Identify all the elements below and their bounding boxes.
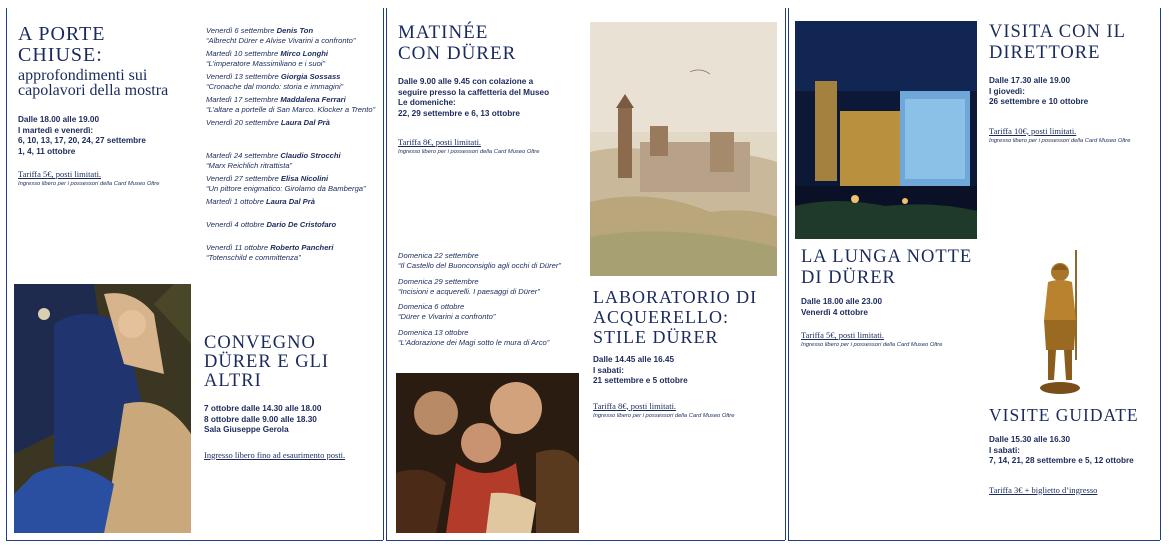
- sunday-list: [398, 251, 583, 353]
- sunday-item: Domenica 22 settembre “Il Castello del Buonconsiglio agli occhi di Dürer”: [398, 251, 561, 270]
- matinee-title-2: CON DÜRER: [398, 43, 517, 64]
- convegno-section: [204, 334, 382, 461]
- event-item: Martedì 10 settembre Mirco Longhi “L’imperatore Massimiliano e i suoi”: [206, 49, 328, 68]
- convegno-entry: Ingresso libero fino ad esaurimento posti.: [204, 449, 346, 460]
- direttore-dates: 26 settembre e 10 ottobre: [989, 97, 1089, 106]
- panel-border-right: [1160, 8, 1161, 540]
- frame-bottom-2: [386, 540, 785, 541]
- a-porte-chiuse-dates-oct: 1, 4, 11 ottobre: [18, 146, 76, 156]
- laboratorio-title: LABORATORIO DI: [593, 287, 758, 307]
- lunga-notte-date: Venerdì 4 ottobre: [801, 307, 868, 317]
- laboratorio-title-3: STILE DÜRER: [593, 327, 719, 347]
- direttore-title-2: DIRETTORE: [989, 43, 1101, 63]
- laboratorio-time: Dalle 14.45 alle 16.45: [593, 355, 675, 364]
- event-item: Venerdì 6 settembre Denis Ton “Albrecht Dürer e Alvise Vivarini a confronto”: [206, 26, 356, 45]
- panel-border-left: [6, 8, 7, 540]
- matinee-time: Dalle 9.00 alle 9.45 con colazione a: [398, 77, 534, 86]
- madonna-painting-image: [14, 284, 191, 533]
- a-porte-chiuse-days: I martedì e venerdì:: [18, 125, 94, 135]
- convegno-venue: Sala Giuseppe Gerola: [204, 425, 289, 434]
- knight-statue-image: [1030, 250, 1090, 398]
- a-porte-chiuse-time: Dalle 18.00 alle 19.00: [18, 115, 100, 124]
- lunga-notte-price: Tariffa 5€, posti limitati.: [801, 330, 885, 340]
- direttore-time: Dalle 17.30 alle 19.00: [989, 76, 1071, 85]
- event-item: Venerdì 20 settembre Laura Dal Prà: [206, 118, 330, 127]
- laboratorio-title-2: ACQUERELLO:: [593, 307, 729, 327]
- event-item: Martedì 24 settembre Claudio Strocchi “Marx Reichlich ritrattista”: [206, 151, 341, 170]
- laboratorio-dates: 21 settembre e 5 ottobre: [593, 376, 688, 385]
- a-porte-chiuse-dates-sept: 6, 10, 13, 17, 20, 24, 27 settembre: [18, 136, 146, 145]
- a-porte-chiuse-section: [18, 24, 188, 188]
- laboratorio-days: I sabati:: [593, 365, 624, 375]
- event-list: [206, 26, 381, 266]
- event-item: Venerdì 11 ottobre Roberto Pancheri “Totenschild e committenza”: [206, 243, 334, 262]
- sunday-item: Domenica 29 settembre “Incisioni e acquerelli. I paesaggi di Dürer”: [398, 276, 540, 296]
- direttore-title: VISITA CON IL: [989, 22, 1126, 42]
- a-porte-chiuse-title: A PORTE CHIUSE:: [18, 23, 106, 66]
- matinee-title: MATINÉE: [398, 22, 489, 43]
- lunga-notte-note: Ingresso libero per i possessori della Card Museo Oltre: [801, 342, 943, 348]
- matinee-days: Le domeniche:: [398, 98, 456, 107]
- laboratorio-note: Ingresso libero per i possessori della Card Museo Oltre: [593, 412, 735, 419]
- matinee-price: Tariffa 8€, posti limitati.: [398, 137, 482, 147]
- panel-divider-2: [785, 8, 786, 540]
- event-item: Venerdì 27 settembre Elisa Nicolini “Un pittore enigmatico: Girolamo da Bamberga”: [206, 174, 366, 193]
- sunday-item: Domenica 13 ottobre “L’Adorazione dei Magi sotto le mura di Arco”: [398, 327, 550, 347]
- castle-watercolor-image: [590, 22, 777, 276]
- visite-guidate-section: [989, 406, 1157, 496]
- event-item: Venerdì 13 settembre Giorgia Sossass “Cronache dal mondo: storia e immagini”: [206, 72, 344, 91]
- sunday-item: Domenica 6 ottobre “Dürer e Vivarini a confronto”: [398, 302, 496, 321]
- laboratorio-price: Tariffa 8€, posti limitati.: [593, 400, 677, 411]
- visite-guidate-days: I sabati:: [989, 445, 1020, 455]
- panel-divider-1: [383, 8, 384, 540]
- matinee-dates: 22, 29 settembre e 6, 13 ottobre: [398, 108, 520, 118]
- panel-divider-2b: [788, 8, 789, 540]
- laboratorio-section: [593, 287, 783, 420]
- castle-night-image: [795, 21, 977, 239]
- a-porte-chiuse-price: Tariffa 5€, posti limitati.: [18, 169, 102, 179]
- matinee-note: Ingresso libero per i possessori della Card Museo Oltre: [398, 149, 540, 155]
- direttore-section: [989, 22, 1155, 145]
- visite-guidate-dates: 7, 14, 21, 28 settembre e 5, 12 ottobre: [989, 456, 1134, 465]
- convegno-title-2: DÜRER E GLI ALTRI: [204, 352, 330, 391]
- frame-bottom-1: [6, 540, 383, 541]
- a-porte-chiuse-note: Ingresso libero per i possessori della Card Museo Oltre: [18, 181, 160, 187]
- convegno-day1: 7 ottobre dalle 14.30 alle 18.00: [204, 404, 322, 413]
- event-item: Venerdì 4 ottobre Dario De Cristofaro: [206, 220, 337, 229]
- a-porte-chiuse-subtitle: approfondimenti sui capolavori della mostra: [18, 67, 169, 99]
- convegno-day2: 8 ottobre dalle 9.00 alle 18.30: [204, 414, 317, 424]
- dispute-painting-image: [396, 373, 579, 533]
- lunga-notte-time: Dalle 18.00 alle 23.00: [801, 297, 883, 306]
- event-item: Martedì 17 settembre Maddalena Ferrari “L’altare a portelle di San Marco. Klocker a Trento”: [206, 95, 376, 114]
- visite-guidate-title: VISITE GUIDATE: [989, 405, 1139, 425]
- visite-guidate-time: Dalle 15.30 alle 16.30: [989, 435, 1071, 444]
- panel-divider-1b: [386, 8, 387, 540]
- lunga-notte-title-2: DI DÜRER: [801, 268, 896, 288]
- convegno-title: CONVEGNO: [204, 333, 316, 353]
- direttore-days: I giovedì:: [989, 86, 1025, 96]
- direttore-price: Tariffa 10€, posti limitati.: [989, 125, 1077, 136]
- frame-bottom-3: [788, 540, 1160, 541]
- matinee-cafe: seguire presso la caffetteria del Museo: [398, 87, 550, 97]
- visite-guidate-price: Tariffa 3€ + biglietto d’ingresso: [989, 484, 1098, 495]
- matinee-section: [398, 22, 578, 156]
- lunga-notte-title: LA LUNGA NOTTE: [801, 247, 973, 267]
- lunga-notte-section: [801, 247, 981, 349]
- direttore-note: Ingresso libero per i possessori della Card Museo Oltre: [989, 137, 1131, 144]
- event-item: Martedì 1 ottobre Laura Dal Prà: [206, 197, 315, 206]
